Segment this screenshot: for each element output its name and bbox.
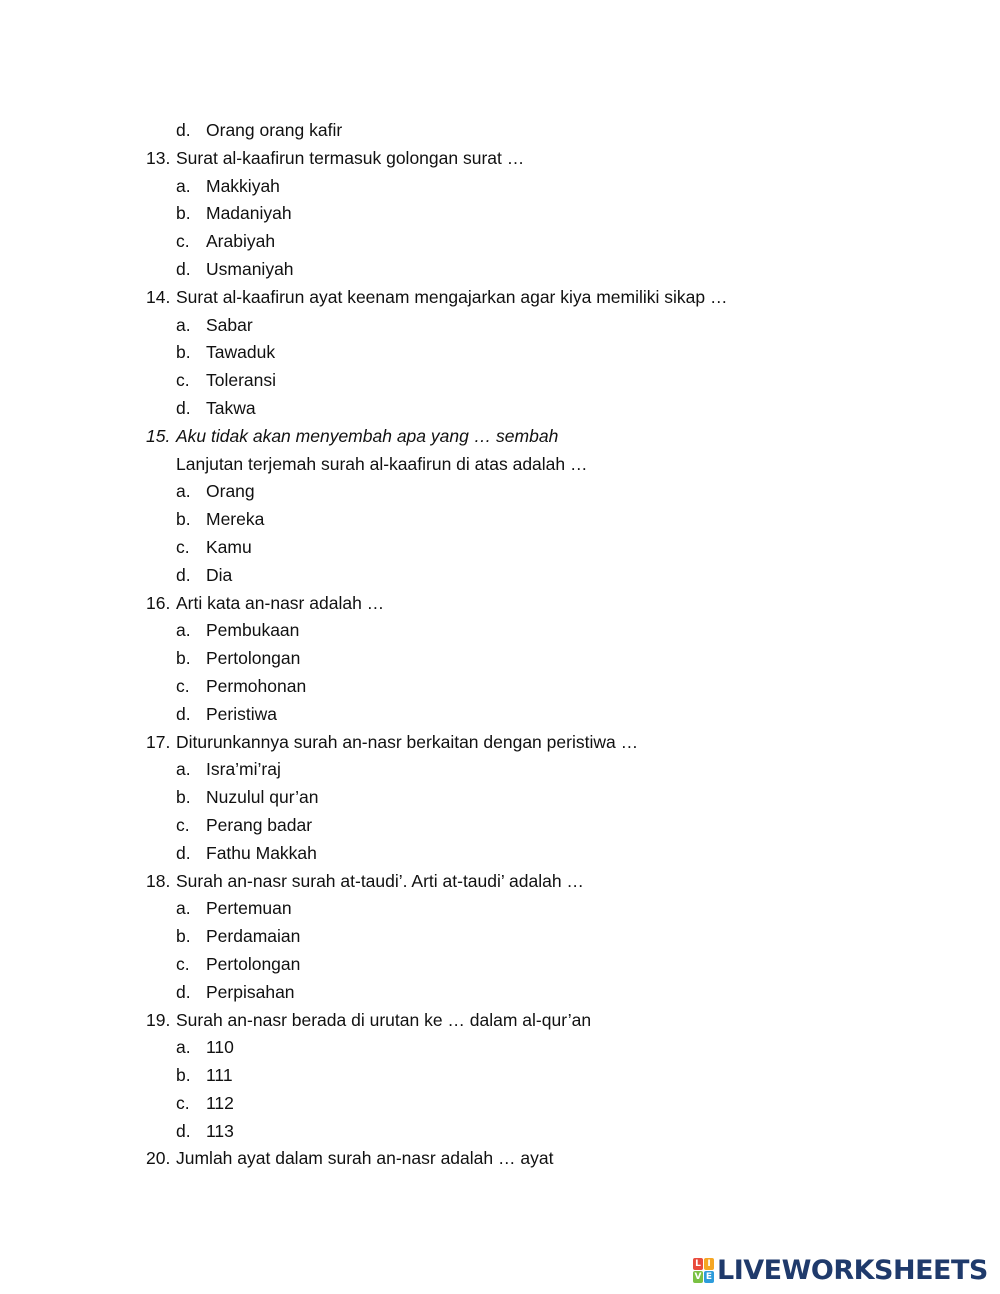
option-letter: d. [176, 1120, 191, 1141]
answer-option [146, 312, 946, 340]
option-letter: a. [176, 898, 191, 919]
option-text: Perpisahan [206, 981, 295, 1002]
liveworksheets-logo [693, 1254, 988, 1286]
answer-option [146, 645, 946, 673]
logo-icon-tile: V [694, 1272, 702, 1282]
question-list [146, 117, 946, 1173]
question-14 [146, 284, 946, 312]
answer-option [146, 840, 946, 868]
option-text: 112 [206, 1092, 234, 1113]
option-text: Madaniyah [206, 203, 292, 224]
option-text: Permohonan [206, 675, 307, 696]
option-text: 113 [206, 1120, 234, 1141]
option-letter: c. [176, 536, 190, 557]
option-letter: a. [176, 620, 191, 641]
logo-icon-tile: E [705, 1272, 713, 1282]
option-text: 111 [206, 1065, 233, 1086]
question-text: Aku tidak akan menyembah apa yang … sembah [176, 425, 559, 446]
question-text: Diturunkannya surah an-nasr berkaitan dengan peristiwa … [176, 731, 639, 752]
option-text: Toleransi [206, 370, 277, 391]
option-letter: a. [176, 481, 191, 502]
option-letter: a. [176, 314, 191, 335]
question-text: Jumlah ayat dalam surah an-nasr adalah … ayat [176, 1148, 554, 1169]
question-17 [146, 729, 946, 757]
answer-option [146, 1034, 946, 1062]
option-text: Dia [206, 564, 233, 585]
option-text: Peristiwa [206, 703, 277, 724]
logo-icon-tile: L [693, 1258, 703, 1270]
option-text: Nuzulul qur’an [206, 787, 319, 808]
option-letter: c. [176, 675, 190, 696]
answer-option [146, 756, 946, 784]
question-number: 17. [146, 731, 171, 752]
option-letter: d. [176, 703, 191, 724]
question-continuation: Lanjutan terjemah surah al-kaafirun di atas adalah … [176, 453, 588, 474]
option-text: Arabiyah [206, 231, 276, 252]
option-text: Sabar [206, 314, 253, 335]
option-letter: c. [176, 1092, 190, 1113]
question-number: 13. [146, 147, 171, 168]
option-text: Pembukaan [206, 620, 300, 641]
question-19 [146, 1007, 946, 1035]
answer-option [146, 478, 946, 506]
option-letter: b. [176, 203, 191, 224]
option-text: Perang badar [206, 814, 313, 835]
answer-option [146, 395, 946, 423]
option-letter: d. [176, 258, 191, 279]
option-letter: c. [176, 814, 190, 835]
answer-option [146, 562, 946, 590]
answer-option [146, 173, 946, 201]
option-letter: d. [176, 981, 191, 1002]
question-16 [146, 590, 946, 618]
answer-option [146, 812, 946, 840]
answer-option [146, 117, 946, 145]
option-text: Kamu [206, 536, 252, 557]
option-text: Pertemuan [206, 898, 292, 919]
option-letter: c. [176, 370, 190, 391]
answer-option [146, 1062, 946, 1090]
question-number: 20. [146, 1148, 171, 1169]
option-letter: b. [176, 1065, 191, 1086]
answer-option [146, 979, 946, 1007]
question-number: 14. [146, 286, 171, 307]
question-text: Surah an-nasr surah at-taudi’. Arti at-taudi’ adalah … [176, 870, 584, 891]
answer-option [146, 256, 946, 284]
question-number: 18. [146, 870, 171, 891]
question-text: Surat al-kaafirun termasuk golongan surat … [176, 147, 525, 168]
option-letter: c. [176, 953, 190, 974]
option-letter: b. [176, 787, 191, 808]
option-letter: a. [176, 175, 191, 196]
option-text: Fathu Makkah [206, 842, 317, 863]
option-text: Takwa [206, 397, 256, 418]
answer-option [146, 506, 946, 534]
answer-option [146, 1090, 946, 1118]
option-letter: b. [176, 342, 191, 363]
option-letter: b. [176, 926, 191, 947]
answer-option [146, 673, 946, 701]
option-text: Pertolongan [206, 953, 301, 974]
answer-option [146, 951, 946, 979]
logo-icon-tile: I [704, 1258, 714, 1270]
answer-option [146, 895, 946, 923]
option-text: Tawaduk [206, 342, 276, 363]
option-letter: b. [176, 509, 191, 530]
answer-option [146, 617, 946, 645]
option-letter: d. [176, 397, 191, 418]
question-number: 15. [146, 425, 171, 446]
question-text: Surah an-nasr berada di urutan ke … dalam al-qur’an [176, 1009, 592, 1030]
question-15 [146, 423, 946, 451]
option-text: 110 [206, 1037, 234, 1058]
option-text: Usmaniyah [206, 258, 294, 279]
option-text: Pertolongan [206, 648, 301, 669]
answer-option [146, 367, 946, 395]
answer-option [146, 923, 946, 951]
option-text: Orang orang kafir [206, 120, 343, 140]
question-18 [146, 868, 946, 896]
option-letter: a. [176, 759, 191, 780]
liveworksheets-logo-icon [693, 1258, 713, 1282]
answer-option [146, 784, 946, 812]
option-letter: d. [176, 842, 191, 863]
option-letter: d. [176, 120, 191, 140]
option-text: Isra’mi’raj [206, 759, 281, 780]
answer-option [146, 1118, 946, 1146]
logo-text: LIVEWORKSHEETS [717, 1254, 988, 1286]
question-text: Surat al-kaafirun ayat keenam mengajarkan agar kiya memiliki sikap … [176, 286, 728, 307]
answer-option [146, 701, 946, 729]
answer-option [146, 534, 946, 562]
answer-option [146, 200, 946, 228]
option-text: Mereka [206, 509, 265, 530]
option-text: Orang [206, 481, 255, 502]
answer-option [146, 339, 946, 367]
question-13 [146, 145, 946, 173]
question-text: Arti kata an-nasr adalah … [176, 592, 385, 613]
option-letter: a. [176, 1037, 191, 1058]
question-number: 16. [146, 592, 171, 613]
option-text: Makkiyah [206, 175, 280, 196]
answer-option [146, 228, 946, 256]
option-letter: d. [176, 564, 191, 585]
question-number: 19. [146, 1009, 171, 1030]
option-letter: c. [176, 231, 190, 252]
question-20 [146, 1145, 946, 1173]
option-letter: b. [176, 648, 191, 669]
option-text: Perdamaian [206, 926, 301, 947]
